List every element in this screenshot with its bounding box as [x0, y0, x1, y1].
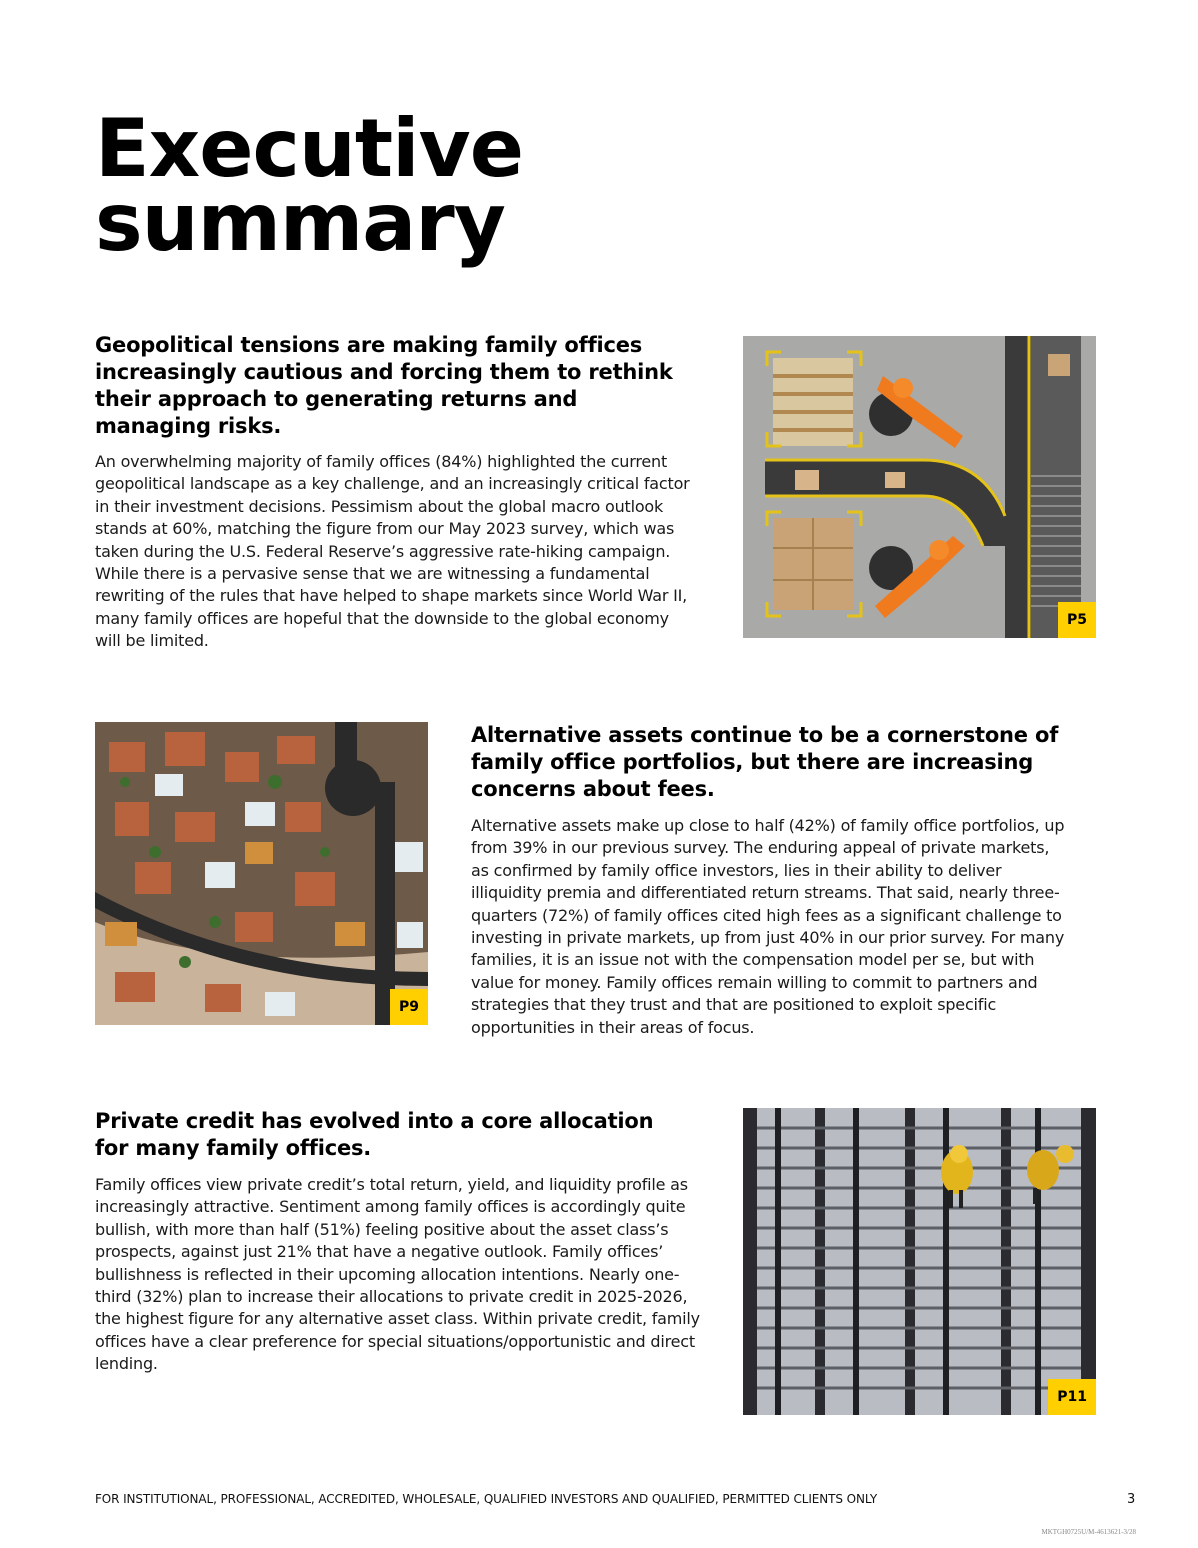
warehouse-robots-illustration — [743, 336, 1096, 638]
section-heading-geopolitical: Geopolitical tensions are making family offices increasingly cautious and forcing them to rethink their approach to generating returns and managing risks. — [95, 333, 673, 438]
document-code: MKTGH0725U/M-4613621-3/28 — [1041, 1528, 1136, 1536]
aerial-neighborhood-illustration — [95, 722, 428, 1025]
section-body-geopolitical: An overwhelming majority of family offices (84%) highlighted the current geopolitical landscape as a key challenge, and an increasingly critical factor in their investment decisions. Pessimism about the global macro outlook stands at 60%, matching the figure from our May 2023 survey, which was taken during the U.S. Federal Reserve’s aggressive rate-hiking campaign. While there is a pervasive sense that we are witnessing a fundamental rewriting of the rules that have helped to shape markets since World War II, many family offices are hopeful that the downside to the global economy will be limited. — [95, 452, 690, 651]
page-reference-badge: P5 — [1058, 602, 1096, 638]
page-reference-badge: P11 — [1048, 1379, 1096, 1415]
page-number: 3 — [1127, 1492, 1136, 1507]
page-title-line-2: summary — [95, 176, 505, 269]
page-title — [95, 102, 523, 269]
section-body-alternatives: Alternative assets make up close to half (42%) of family office portfolios, up from 39% in our previous survey. The enduring appeal of private markets, as confirmed by family office investors, lies in their ability to deliver illiquidity premia and differentiated return streams. That said, nearly three-quarters (72%) of family offices cited high fees as a significant challenge to investing in private markets, up from just 40% in our prior survey. For many families, it is an issue not with the compensation model per se, but with value for money. Family offices remain willing to commit to partners and strategies that they trust and that are positioned to exploit specific opportunities in their areas of focus. — [471, 816, 1065, 1037]
escalators-photo — [743, 1108, 1096, 1415]
section-body-private-credit: Family offices view private credit’s total return, yield, and liquidity profile as increasingly attractive. Sentiment among family offices is accordingly quite bullish, with more than half (51%) feeling positive about the asset class’s prospects, against just 21% that have a negative outlook. Family offices’ bullishness is reflected in their upcoming allocation intentions. Nearly one-third (32%) plan to increase their allocations to private credit in 2025-2026, the highest figure for any alternative asset class. Within private credit, family offices have a clear preference for special situations/opportunistic and direct lending. — [95, 1175, 700, 1374]
aerial-neighborhood-photo — [95, 722, 428, 1025]
section-heading-alternatives: Alternative assets continue to be a cornerstone of family office portfolios, but there are increasing concerns about fees. — [471, 723, 1059, 801]
warehouse-robots-photo — [743, 336, 1096, 638]
footer-disclaimer: FOR INSTITUTIONAL, PROFESSIONAL, ACCREDITED, WHOLESALE, QUALIFIED INVESTORS AND QUALIFIED, PERMITTED CLIENTS ONLY — [95, 1492, 878, 1506]
section-heading-private-credit: Private credit has evolved into a core allocation for many family offices. — [95, 1109, 654, 1160]
page-title-line-1: Executive — [95, 102, 523, 195]
page-reference-badge: P9 — [390, 989, 428, 1025]
escalators-illustration — [743, 1108, 1096, 1415]
